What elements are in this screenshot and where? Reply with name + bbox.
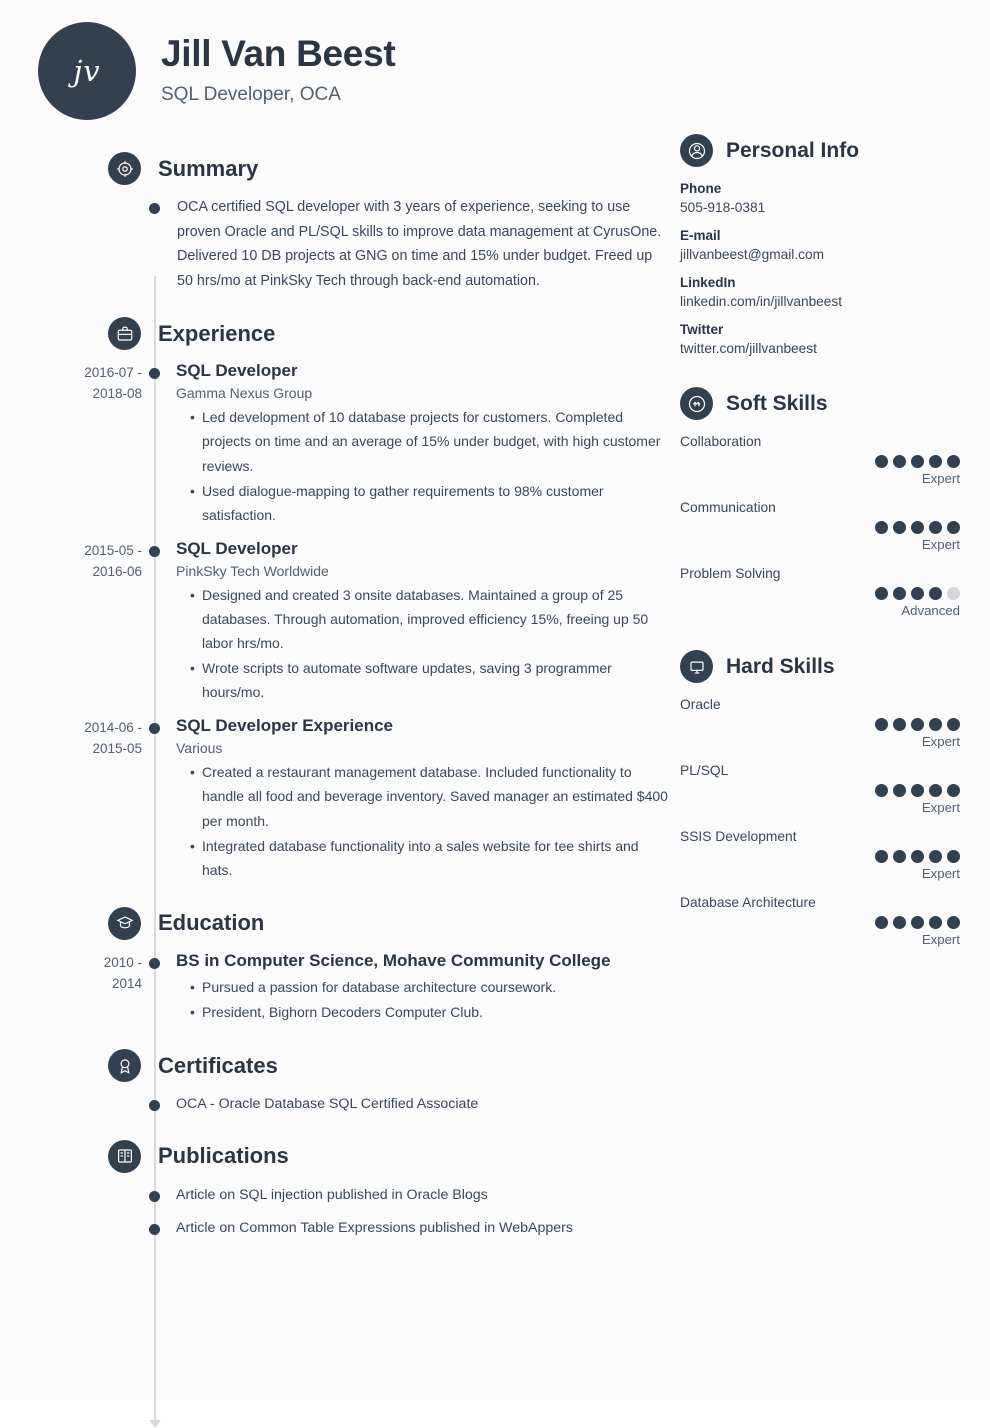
skill-name: Database Architecture (680, 895, 816, 910)
publication-entry (30, 1183, 670, 1213)
entry-bullets (176, 583, 670, 704)
skill-rating (680, 850, 960, 863)
entry-date-start: 2014-06 - (84, 720, 142, 736)
timeline-dot (149, 958, 160, 969)
skill-item (680, 500, 960, 552)
section-title: Experience (158, 320, 276, 346)
avatar (38, 22, 136, 120)
section-header (30, 907, 670, 940)
skill-item (680, 895, 960, 947)
publication-item: Article on Common Table Expressions published in WebAppers (176, 1220, 573, 1237)
entry-date-spacer (30, 1183, 142, 1213)
skill-rating (680, 455, 960, 468)
entry-title: BS in Computer Science, Mohave Community College (176, 950, 611, 970)
publication-item: Article on SQL injection published in Oracle Blogs (176, 1186, 488, 1203)
section-header (680, 134, 960, 167)
certificate-entry (30, 1092, 670, 1122)
entry-date-end: 2015-05 (92, 741, 142, 757)
timeline-dot (149, 723, 160, 734)
experience-entry (30, 360, 670, 533)
section-title: Soft Skills (726, 391, 828, 415)
contact-value[interactable]: linkedin.com/in/jillvanbeest (680, 294, 843, 309)
contact-phone (680, 181, 960, 215)
entry-date (30, 360, 142, 533)
timeline-dot (149, 546, 160, 557)
list-item: • Designed and created 3 onsite databases. Maintained a group of 25 databases. Through automation, improved efficiency 15%, freeing up 50 labor hrs/mo. (190, 583, 670, 655)
body-columns (30, 126, 960, 1250)
sidebar-section-soft-skills (680, 387, 960, 618)
skill-level: Expert (921, 471, 960, 486)
entry-company: Various (176, 740, 223, 757)
job-title: SQL Developer, OCA (161, 83, 341, 105)
handshake-icon (680, 387, 713, 420)
section-title: Summary (158, 155, 259, 181)
briefcase-icon (108, 317, 141, 350)
section-title: Education (158, 910, 265, 936)
entry-title: SQL Developer (176, 538, 298, 558)
target-icon (108, 152, 141, 185)
skill-rating (680, 521, 960, 534)
section-title: Personal Info (726, 138, 860, 162)
resume-header (30, 22, 960, 120)
section-publications (30, 1140, 670, 1246)
list-item: • Wrote scripts to automate software updates, saving 3 programmer hours/mo. (190, 656, 670, 704)
summary-entry (30, 195, 670, 299)
skill-rating (680, 587, 960, 600)
list-item: • Integrated database functionality into a sales website for tee shirts and hats. (190, 834, 670, 882)
contact-email (680, 228, 960, 262)
list-item: • Used dialogue-mapping to gather requirements to 98% customer satisfaction. (190, 479, 670, 527)
list-item: • Pursued a passion for database architecture coursework. (190, 975, 670, 999)
entry-bullets (176, 975, 670, 1024)
section-header (30, 1049, 670, 1082)
skill-name: PL/SQL (680, 763, 729, 778)
summary-text: OCA certified SQL developer with 3 years of experience, seeking to use proven Oracle and PL/SQL skills to improve data management at CyrusOne. Delivered 10 DB projects at GNG on time and 15% under budget. Freed up 50 hrs/mo at PinkSky Tech through back-end automation. (177, 199, 662, 289)
section-title: Certificates (158, 1052, 278, 1078)
page-title: Jill Van Beest (161, 33, 396, 74)
skill-item (680, 829, 960, 881)
entry-date-end: 2018-08 (92, 386, 142, 402)
section-certificates (30, 1049, 670, 1122)
skill-name: Oracle (680, 697, 721, 712)
timeline-dot (149, 1191, 160, 1202)
entry-company: Gamma Nexus Group (176, 385, 313, 402)
skill-name: Collaboration (680, 434, 762, 449)
skill-level: Advanced (901, 603, 960, 618)
contact-label: LinkedIn (680, 275, 736, 290)
section-education (30, 907, 670, 1031)
timeline-dot (149, 368, 160, 379)
section-summary (30, 152, 670, 299)
skill-level: Expert (921, 800, 960, 815)
award-icon (108, 1049, 141, 1082)
skill-level: Expert (921, 537, 960, 552)
sidebar-section-hard-skills (680, 650, 960, 947)
publication-entry (30, 1216, 670, 1246)
entry-date-end: 2014 (111, 975, 142, 991)
sidebar-section-personal-info (680, 134, 960, 356)
main-column (30, 126, 670, 1250)
skill-name: SSIS Development (680, 829, 797, 844)
entry-date-start: 2016-07 - (84, 365, 142, 381)
education-entry (30, 950, 670, 1031)
entry-date (30, 950, 142, 1031)
entry-date-start: 2010 - (103, 954, 142, 970)
sidebar (670, 126, 960, 1250)
entry-bullets (176, 405, 670, 526)
entry-date (30, 538, 142, 711)
experience-entry (30, 538, 670, 711)
user-icon (680, 134, 713, 167)
skill-item (680, 566, 960, 618)
section-header (30, 1140, 670, 1173)
summary-date-spacer (30, 195, 142, 299)
skill-level: Expert (921, 932, 960, 947)
entry-company: PinkSky Tech Worldwide (176, 562, 329, 579)
skill-rating (680, 784, 960, 797)
section-header (680, 650, 960, 683)
section-header (680, 387, 960, 420)
contact-linkedin (680, 275, 960, 309)
certificate-item: OCA - Oracle Database SQL Certified Associate (176, 1096, 479, 1113)
contact-value: 505-918-0381 (680, 200, 766, 215)
section-title: Publications (158, 1143, 289, 1169)
skill-item (680, 434, 960, 486)
skill-rating (680, 718, 960, 731)
contact-label: E-mail (680, 228, 721, 243)
skill-item (680, 763, 960, 815)
section-title: Hard Skills (726, 654, 835, 678)
entry-title: SQL Developer (176, 361, 298, 381)
section-header (30, 317, 670, 350)
contact-label: Twitter (680, 322, 724, 337)
skill-name: Problem Solving (680, 566, 781, 581)
contact-value[interactable]: twitter.com/jillvanbeest (680, 341, 817, 356)
entry-title: SQL Developer Experience (176, 716, 394, 736)
contact-label: Phone (680, 181, 722, 196)
skill-item (680, 697, 960, 749)
timeline-arrow-icon (149, 1420, 161, 1428)
summary-body (166, 195, 670, 299)
list-item: • Led development of 10 database projects for customers. Completed projects on time and an average of 15% under budget, with high customer reviews. (190, 405, 670, 477)
timeline-dot (149, 203, 160, 214)
skill-level: Expert (921, 866, 960, 881)
timeline-dot (149, 1100, 160, 1111)
section-experience (30, 317, 670, 888)
list-item: • Created a restaurant management database. Included functionality to handle all food and beverage inventory. Saved manager an estimated $400 per month. (190, 760, 670, 832)
timeline-dot-col (142, 195, 166, 299)
contact-twitter (680, 322, 960, 356)
entry-date-spacer (30, 1092, 142, 1122)
section-header (30, 152, 670, 185)
graduation-cap-icon (108, 907, 141, 940)
entry-date-end: 2016-06 (92, 563, 142, 579)
entry-date-start: 2015-05 - (84, 542, 142, 558)
contact-value[interactable]: jillvanbeest@gmail.com (680, 247, 824, 262)
skill-level: Expert (921, 734, 960, 749)
avatar-initials: jv (73, 54, 101, 88)
experience-entry (30, 715, 670, 888)
skill-name: Communication (680, 500, 776, 515)
entry-bullets (176, 760, 670, 881)
entry-date (30, 715, 142, 888)
skill-rating (680, 916, 960, 929)
monitor-icon (680, 650, 713, 683)
list-item: • President, Bighorn Decoders Computer Club. (190, 1000, 670, 1024)
book-icon (108, 1140, 141, 1173)
entry-date-spacer (30, 1216, 142, 1246)
name-block (161, 22, 395, 106)
timeline-dot (149, 1224, 160, 1235)
